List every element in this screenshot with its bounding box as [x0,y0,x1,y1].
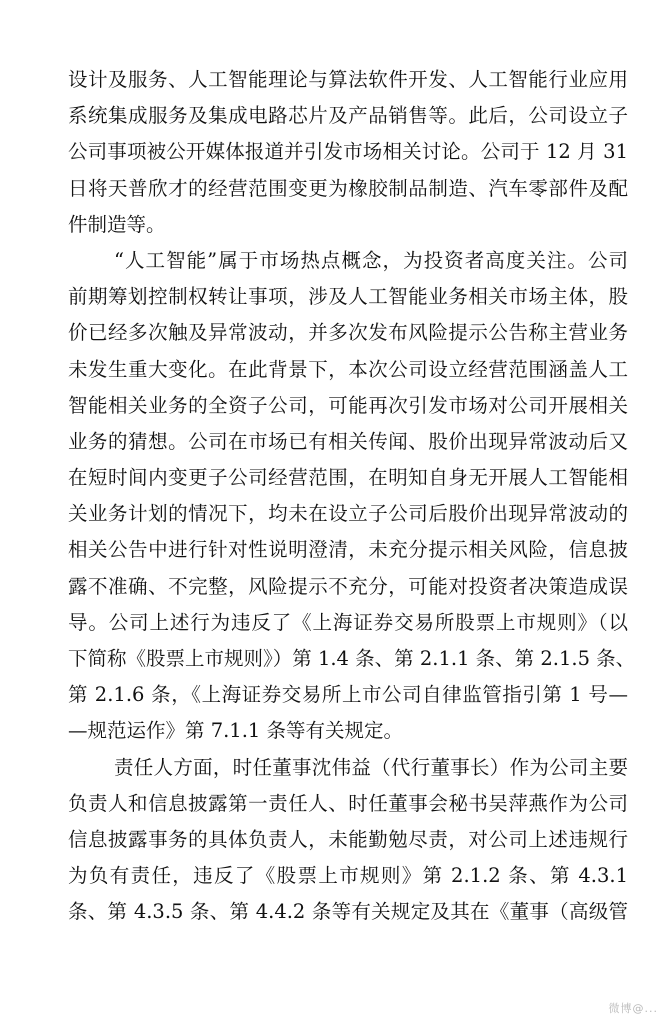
text-line: 露不准确、不完整，风险提示不充分，可能对投资者决策造成误 [68,574,628,598]
text-line: 件制造等。 [68,212,166,236]
watermark: 微博@... [608,1002,658,1015]
text-line: 相关公告中进行针对性说明澄清，未充分提示相关风险，信息披 [68,538,628,562]
text-line: 负责人和信息披露第一责任人、时任董事会秘书吴萍燕作为公司 [68,791,628,815]
text-line: 为负有责任，违反了《股票上市规则》第 2.1.2 条、第 4.3.1 [68,864,628,888]
text-line: 智能相关业务的全资子公司，可能再次引发市场对公司开展相关 [68,393,628,417]
text-line: 第 2.1.6 条，《上海证券交易所上市公司自律监管指引第 1 号— [68,683,628,707]
text-line: 导。公司上述行为违反了《上海证券交易所股票上市规则》（以 [68,610,628,634]
paragraph-first-line: 责任人方面，时任董事沈伟益（代行董事长）作为公司主要 [114,755,628,779]
text-line: 信息披露事务的具体负责人，未能勤勉尽责，对公司上述违规行 [68,827,628,851]
text-line: 公司事项被公开媒体报道并引发市场相关讨论。公司于 12 月 31 [68,140,628,164]
text-line: 条、第 4.3.5 条、第 4.4.2 条等有关规定及其在《董事（高级管 [68,900,628,924]
text-line: 日将天普欣才的经营范围变更为橡胶制品制造、汽车零部件及配 [68,176,628,200]
document-body [68,62,636,931]
text-line: 系统集成服务及集成电路芯片及产品销售等。此后，公司设立子 [68,104,628,128]
text-line: 设计及服务、人工智能理论与算法软件开发、人工智能行业应用 [68,68,628,91]
text-line: 未发生重大变化。在此背景下，本次公司设立经营范围涵盖人工 [68,357,628,381]
text-line: 在短时间内变更子公司经营范围，在明知自身无开展人工智能相 [68,466,628,490]
text-line: 前期筹划控制权转让事项，涉及人工智能业务相关市场主体，股 [68,285,628,309]
paragraph-first-line: “人工智能”属于市场热点概念，为投资者高度关注。公司 [114,248,628,272]
text-line: 业务的猜想。公司在市场已有相关传闻、股价出现异常波动后又 [68,429,628,453]
text-line: —规范运作》第 7.1.1 条等有关规定。 [68,719,404,743]
text-line: 下简称《股票上市规则》）第 1.4 条、第 2.1.1 条、第 2.1.5 条、 [68,647,636,670]
text-line: 关业务计划的情况下，均未在设立子公司后股价出现异常波动的 [68,502,628,526]
text-line: 价已经多次触及异常波动，并多次发布风险提示公告称主营业务 [68,321,628,345]
